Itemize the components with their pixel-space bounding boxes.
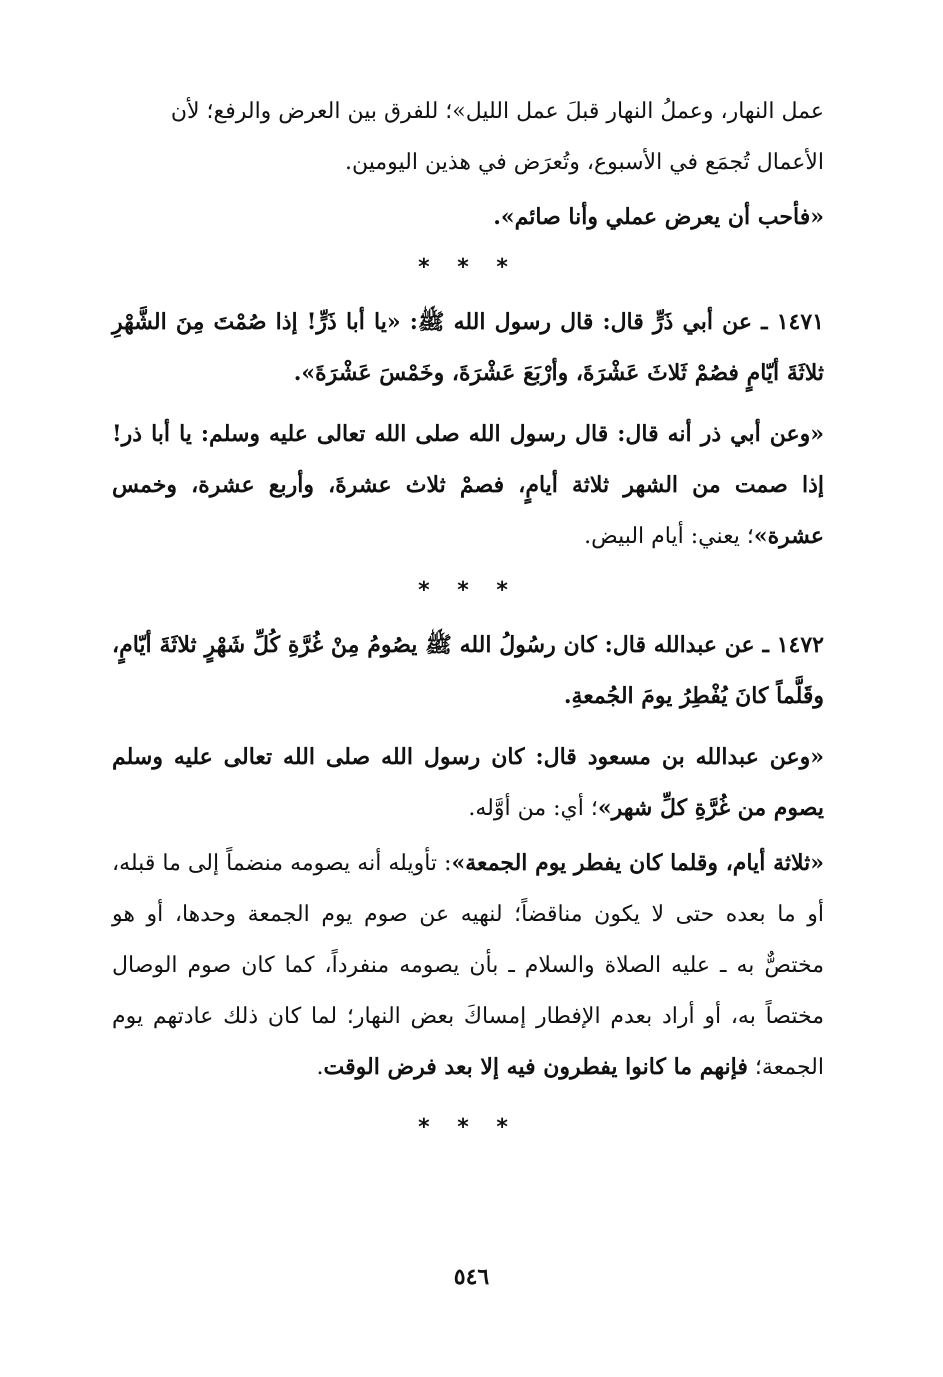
- commentary-1471: [112, 409, 824, 562]
- commentary-1472-second-quote: «ثلاثة أيام، وقلما كان يفطر يوم الجمعة»: [451, 850, 824, 876]
- hadith-1471: ١٤٧١ ـ عن أبي ذَرٍّ قال: قال رسول الله ﷺ: «يا أبا ذَرٍّ! إذا صُمْتَ مِنَ الشَّهْرِ ثلاثَةَ أيّامٍ فصُمْ ثَلاثَ عَشْرَةَ، وأرْبَعَ عَشْرَةَ، وخَمْسَ عَشْرَةَ».: [112, 309, 824, 386]
- commentary-1472-second-end: .: [316, 1055, 324, 1080]
- intro-line-2: الأعمال تُجمَع في الأسبوع، وتُعرَض في هذين اليومين.: [344, 150, 824, 175]
- intro-line-1: عمل النهار، وعملُ النهار قبلَ عمل الليل»؛ للفرق بين العرض والرفع؛ لأن: [170, 99, 824, 124]
- commentary-1472-second: [112, 838, 824, 1093]
- hadith-1472: ١٤٧٢ ـ عن عبدالله قال: كان رسُولُ الله ﷺ يصُومُ مِنْ غُرَّةِ كُلِّ شَهْرٍ ثلاثَةَ أيّامٍ، وقَلَّماً كانَ يُفْطِرُ يومَ الجُمعةِ.: [112, 632, 824, 709]
- page-body: [112, 86, 824, 1143]
- commentary-1472-second-emphasis: فإنهم ما كانوا يفطرون فيه إلا بعد فرض الوقت: [323, 1054, 748, 1080]
- commentary-1472-second-text: : تأويله أنه يصومه منضماً إلى ما قبله، أو ما بعده حتى لا يكون مناقضاً؛ لنهيه عن صوم يوم الجمعة وحدها، أو هو مختصٌّ به ـ عليه الصلاة والسلام ـ بأن يصومه منفرداً، كما كان صوم الوصال مختصاً به، أو أراد بعدم الإفطار إمساكَ بعض النهار؛ لما كان ذلك عادتهم يوم الجمعة؛: [112, 851, 824, 1080]
- quote-paragraph: «فأحب أن يعرض عملي وأنا صائم».: [493, 204, 824, 230]
- section-separator: * * *: [418, 1115, 518, 1140]
- section-separator: * * *: [418, 578, 518, 603]
- commentary-1472-first: [112, 732, 824, 834]
- section-separator: * * *: [418, 255, 518, 280]
- commentary-1472-first-quote: «وعن عبدالله بن مسعود قال: كان رسول الله صلى الله تعالى عليه وسلم يصوم من غُرَّةِ كلِّ شهر»: [112, 744, 824, 821]
- commentary-1471-note: ؛ يعني: أيام البيض.: [584, 524, 754, 549]
- commentary-1471-quote: «وعن أبي ذر أنه قال: قال رسول الله صلى الله تعالى عليه وسلم: يا أبا ذر! إذا صمت من الشهر ثلاثة أيامٍ، فصمْ ثلاث عشرةَ، وأربع عشرة، وخمس عشرة»: [112, 421, 824, 549]
- page-number: ٥٤٦: [453, 1264, 490, 1290]
- commentary-1472-first-note: ؛ أي: من أوَّله.: [468, 796, 598, 821]
- intro-paragraph: [112, 86, 824, 188]
